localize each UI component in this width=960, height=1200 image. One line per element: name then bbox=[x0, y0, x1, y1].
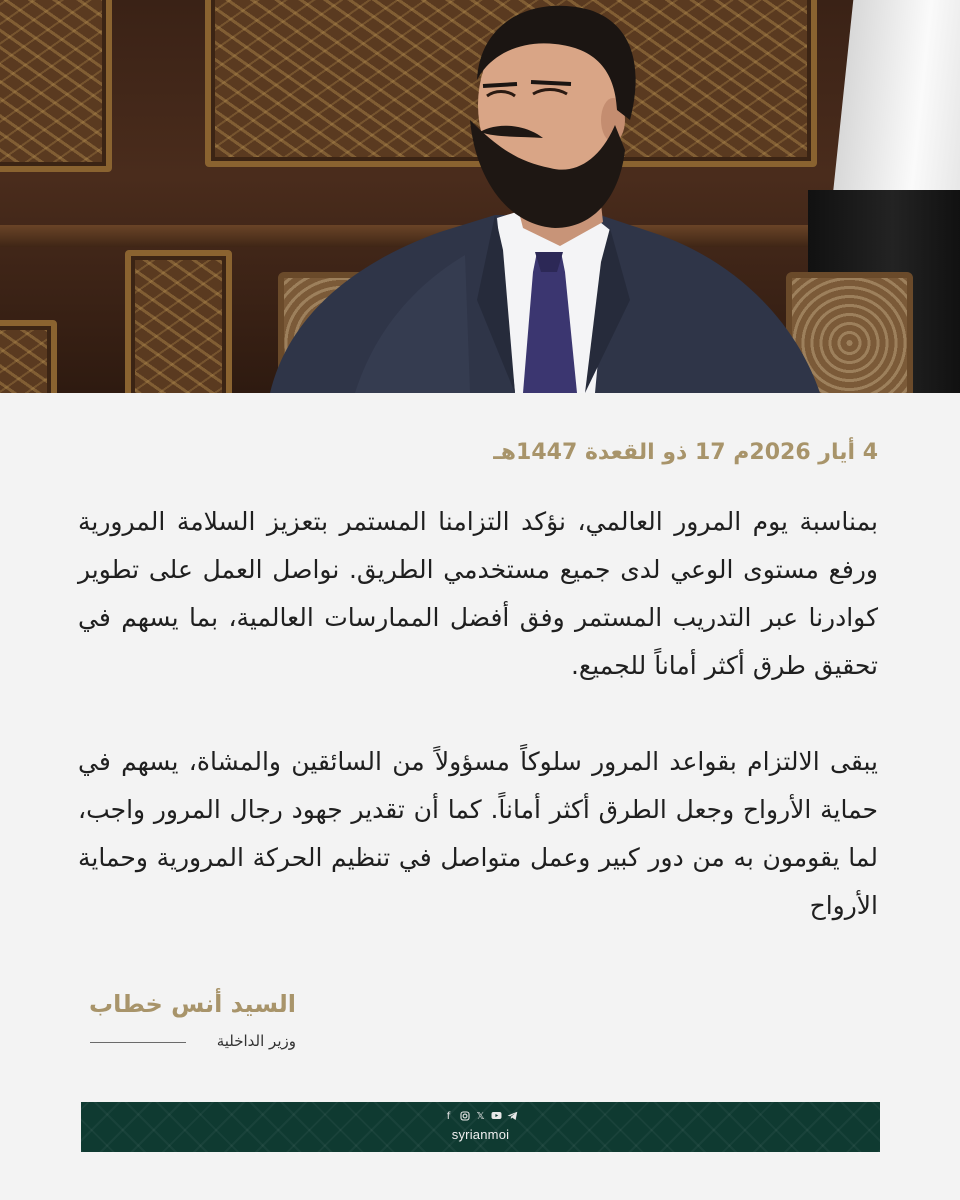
signature-name: السيد أنس خطاب bbox=[89, 990, 296, 1018]
x-icon[interactable]: 𝕏 bbox=[476, 1111, 485, 1122]
ornate-wall-panel bbox=[125, 250, 232, 393]
footer-bar bbox=[81, 1102, 880, 1152]
flag-white-stripe bbox=[831, 0, 960, 215]
account-handle[interactable]: syrianmoi bbox=[451, 1127, 510, 1142]
person-portrait bbox=[265, 0, 825, 393]
statement-paragraph-1: بمناسبة يوم المرور العالمي، نؤكد التزامنا المستمر بتعزيز السلامة المرورية ورفع مستوى الوعي لدى جميع مستخدمي الطريق. نواصل العمل على تطوير كوادرنا عبر التدريب المستمر وفق أفضل الممارسات العالمية، بما يسهم في تحقيق طرق أكثر أماناً للجميع. bbox=[78, 507, 878, 680]
header-photo bbox=[0, 0, 960, 393]
signature-title: وزير الداخلية bbox=[216, 1032, 296, 1050]
youtube-icon[interactable] bbox=[491, 1111, 502, 1122]
statement-paragraph-2: يبقى الالتزام بقواعد المرور سلوكاً مسؤولاً من السائقين والمشاة، يسهم في حماية الأرواح وجعل الطرق أكثر أماناً. كما أن تقدير جهود رجال المرور واجب، لما يقومون به من دور كبير وعمل متواصل في تنظيم الحركة المرورية وحماية الأرواح bbox=[78, 747, 878, 920]
facebook-icon[interactable]: f bbox=[446, 1111, 451, 1122]
instagram-icon[interactable] bbox=[459, 1111, 470, 1122]
post-date: 4 أيار 2026م 17 ذو القعدة 1447هـ bbox=[493, 440, 878, 465]
signature-divider bbox=[90, 1042, 186, 1043]
ornate-wall-panel bbox=[0, 320, 57, 393]
ornate-wall-panel bbox=[0, 0, 112, 172]
telegram-icon[interactable] bbox=[507, 1111, 518, 1122]
social-icons bbox=[81, 1111, 880, 1122]
